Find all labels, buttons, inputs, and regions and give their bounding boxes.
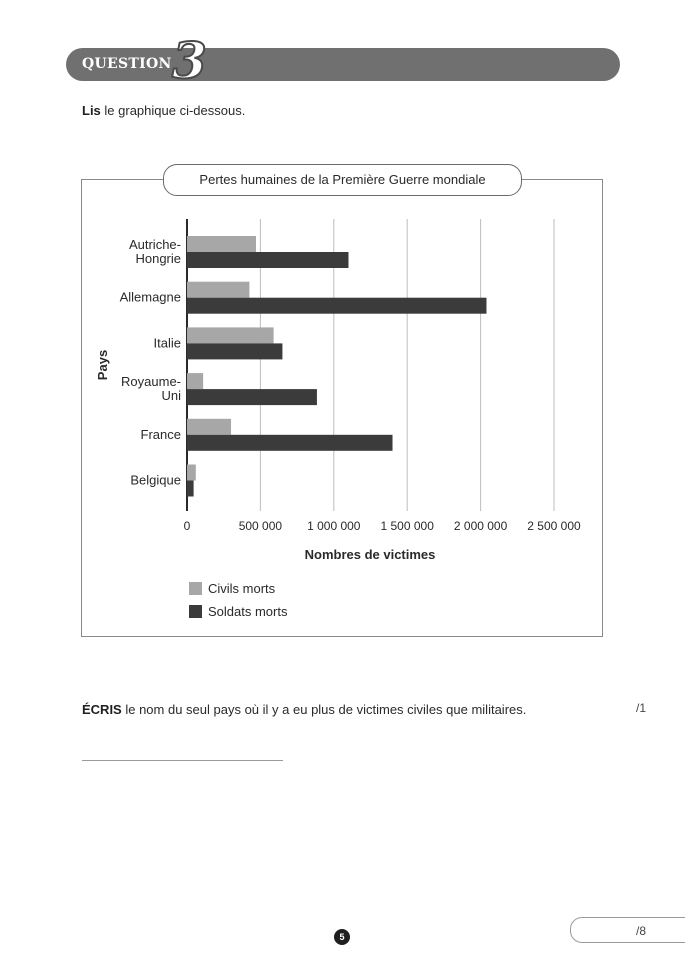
instruction-verb: Lis [82,103,101,118]
question-number: 3 [172,31,207,90]
category-label: Italie [153,335,181,351]
instruction-text: le graphique ci-dessous. [100,103,246,118]
category-label: Belgique [130,472,181,488]
legend-label: Soldats morts [208,604,288,619]
score-total: /8 [636,924,647,938]
x-tick-label: 1 000 000 [307,519,361,533]
category-label: Hongrie [135,251,181,266]
prompt-text: le nom du seul pays où il y a eu plus de victimes civiles que militaires. [121,702,527,717]
bar-soldats [187,435,393,451]
bar-civils [187,236,256,252]
x-tick-label: 500 000 [238,519,283,533]
bar-civils [187,465,196,481]
legend-swatch [189,605,202,618]
bar-soldats [187,481,194,497]
category-label: Autriche- [128,237,181,252]
answer-line[interactable] [82,760,283,761]
page-number: 5 [334,929,350,945]
bar-soldats [187,252,348,268]
bar-civils [187,282,249,298]
question-label: QUESTION [82,56,172,72]
category-label: Allemagne [119,289,181,305]
question-prompt [82,702,526,717]
x-tick-label: 2 000 000 [453,519,508,533]
legend-swatch [189,582,202,595]
x-tick-label: 1 500 000 [380,519,434,533]
x-axis-title: Nombres de victimes [304,547,436,562]
bar-soldats [187,389,317,405]
chart-title: Pertes humaines de la Première Guerre mondiale [163,164,522,196]
prompt-verb: ÉCRIS [82,702,122,717]
bar-civils [187,419,231,435]
y-axis-title: Pays [95,349,110,381]
x-tick-label: 0 [183,519,191,533]
legend-label: Civils morts [208,581,276,596]
score-total-box [570,917,685,943]
bar-civils [187,327,274,343]
bar-civils [187,373,203,389]
category-label: Uni [161,388,181,404]
category-label: France [140,426,181,442]
item-score: /1 [636,701,647,715]
bar-soldats [187,298,486,314]
category-label: Royaume- [121,374,181,390]
bar-soldats [187,343,282,359]
x-tick-label: 2 500 000 [527,519,581,533]
